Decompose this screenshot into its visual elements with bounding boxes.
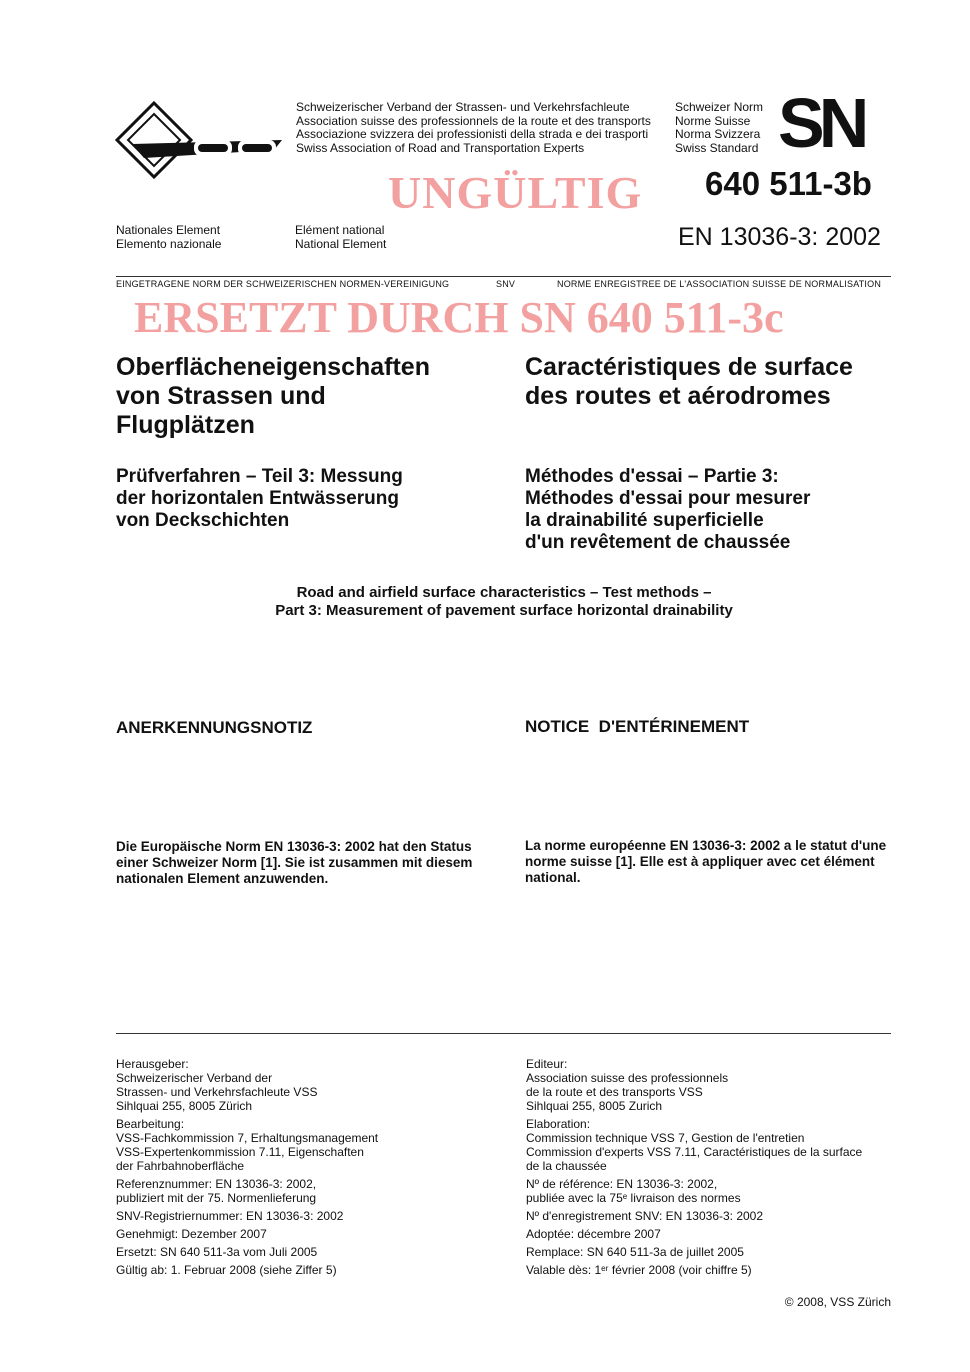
register-rule <box>116 276 891 277</box>
footer-valid: Gültig ab: 1. Februar 2008 (siehe Ziffer 5) <box>116 1263 337 1277</box>
norm-type-line: Schweizer Norm <box>675 100 764 114</box>
notice-line: einer Schweizer Norm [1]. Sie ist zusammen mit diesem <box>116 855 473 870</box>
footer-reference: Nº de référence: EN 13036-3: 2002, publiée avec la 75ᵉ livraison des normes <box>526 1177 741 1205</box>
invalid-stamp: UNGÜLTIG <box>388 167 643 218</box>
national-element-line: Elément national <box>295 223 385 237</box>
sn-logo: SN <box>778 84 864 162</box>
title-line: Oberflächeneigenschaften <box>116 353 430 381</box>
norm-type-line: Swiss Standard <box>675 140 759 155</box>
footer-replaces: Ersetzt: SN 640 511-3a vom Juli 2005 <box>116 1245 318 1259</box>
subtitle-line: Méthodes d'essai – Partie 3: <box>525 466 779 487</box>
title-fr <box>525 353 853 411</box>
notice-text-fr <box>525 838 886 886</box>
footer-registration: SNV-Registriernummer: EN 13036-3: 2002 <box>116 1209 344 1223</box>
register-left: EINGETRAGENE NORM DER SCHWEIZERISCHEN NORMEN-VEREINIGUNG <box>116 279 450 289</box>
subtitle-fr <box>525 466 810 554</box>
footer-approved: Adoptée: décembre 2007 <box>526 1227 661 1241</box>
footer-reference: Referenznummer: EN 13036-3: 2002, publiziert mit der 75. Normenlieferung <box>116 1177 317 1205</box>
subtitle-line: la drainabilité superficielle <box>525 510 764 531</box>
footer-fr <box>526 1057 926 1281</box>
footer-rule <box>116 1033 891 1034</box>
notice-heading-de: ANERKENNUNGSNOTIZ <box>116 718 313 737</box>
notice-line: Die Europäische Norm EN 13036-3: 2002 hat den Status <box>116 839 472 854</box>
notice-line: national. <box>525 870 581 885</box>
footer-publisher: Herausgeber: Schweizerischer Verband der Strassen- und Verkehrsfachleute VSS Sihlquai 255, 8005 Zürich <box>116 1057 318 1113</box>
notice-line: norme suisse [1]. Elle est à appliquer avec cet élément <box>525 854 875 869</box>
footer-publisher: Editeur: Association suisse des professionnels de la route et des transports VSS Sihlquai 255, 8005 Zurich <box>526 1057 729 1113</box>
norm-type-line: Norme Suisse <box>675 113 751 128</box>
notice-line: La norme européenne EN 13036-3: 2002 a le statut d'une <box>525 838 887 853</box>
association-line: Associazione svizzera dei professionisti della strada e dei trasporti <box>296 127 649 141</box>
national-element-line: National Element <box>295 236 387 251</box>
footer-replaces: Remplace: SN 640 511-3a de juillet 2005 <box>526 1245 744 1259</box>
subtitle-line: von Deckschichten <box>116 510 290 531</box>
national-element-right <box>295 224 386 251</box>
title-en-line: Road and airfield surface characteristics – Test methods – <box>296 584 712 601</box>
title-en <box>0 584 970 620</box>
national-element-line: Elemento nazionale <box>116 236 222 251</box>
replaced-stamp: ERSETZT DURCH SN 640 511-3c <box>134 293 784 342</box>
association-line: Association suisse des professionnels de la route et des transports <box>296 113 651 128</box>
subtitle-line: Méthodes d'essai pour mesurer <box>525 488 811 509</box>
footer-approved: Genehmigt: Dezember 2007 <box>116 1227 267 1241</box>
title-en-line: Part 3: Measurement of pavement surface horizontal drainability <box>275 602 733 619</box>
norm-type <box>675 101 763 155</box>
notice-heading-fr: NOTICE D'ENTÉRINEMENT <box>525 717 750 736</box>
copyright: © 2008, VSS Zürich <box>784 1295 891 1309</box>
footer-de <box>116 1057 511 1281</box>
title-de <box>116 353 430 440</box>
subtitle-line: d'un revêtement de chaussée <box>525 532 791 553</box>
title-line: Caractéristiques de surface <box>525 353 853 381</box>
association-names <box>296 101 651 155</box>
footer-editing: Elaboration: Commission technique VSS 7, Gestion de l'entretien Commission d'experts VSS 7.11, Caractéristiques de la surface de la chaussée <box>526 1117 863 1173</box>
national-element-left <box>116 224 221 251</box>
norm-number: 640 511-3b <box>705 165 872 202</box>
norm-type-line: Norma Svizzera <box>675 127 761 141</box>
en-number: EN 13036-3: 2002 <box>678 223 881 251</box>
subtitle-line: Prüfverfahren – Teil 3: Messung <box>116 466 403 487</box>
national-element-line: Nationales Element <box>116 223 221 237</box>
footer-valid: Valable dès: 1ᵉʳ février 2008 (voir chiffre 5) <box>526 1263 752 1277</box>
notice-text-de <box>116 839 472 887</box>
register-middle: SNV <box>496 279 516 289</box>
subtitle-line: der horizontalen Entwässerung <box>116 488 399 509</box>
register-right: NORME ENREGISTREE DE L'ASSOCIATION SUISSE DE NORMALISATION <box>557 279 882 289</box>
title-line: Flugplätzen <box>116 411 255 439</box>
footer-registration: Nº d'enregistrement SNV: EN 13036-3: 2002 <box>526 1209 764 1223</box>
subtitle-de <box>116 466 403 532</box>
title-line: des routes et aérodromes <box>525 382 831 410</box>
notice-line: nationalen Element anzuwenden. <box>116 871 329 886</box>
association-line: Schweizerischer Verband der Strassen- und Verkehrsfachleute <box>296 100 630 114</box>
association-line: Swiss Association of Road and Transportation Experts <box>296 140 585 155</box>
title-line: von Strassen und <box>116 382 326 410</box>
vss-logo <box>114 100 289 182</box>
footer-editing: Bearbeitung: VSS-Fachkommission 7, Erhaltungsmanagement VSS-Expertenkommission 7.11, Eigenschaften der Fahrbahnoberfläche <box>116 1117 379 1173</box>
